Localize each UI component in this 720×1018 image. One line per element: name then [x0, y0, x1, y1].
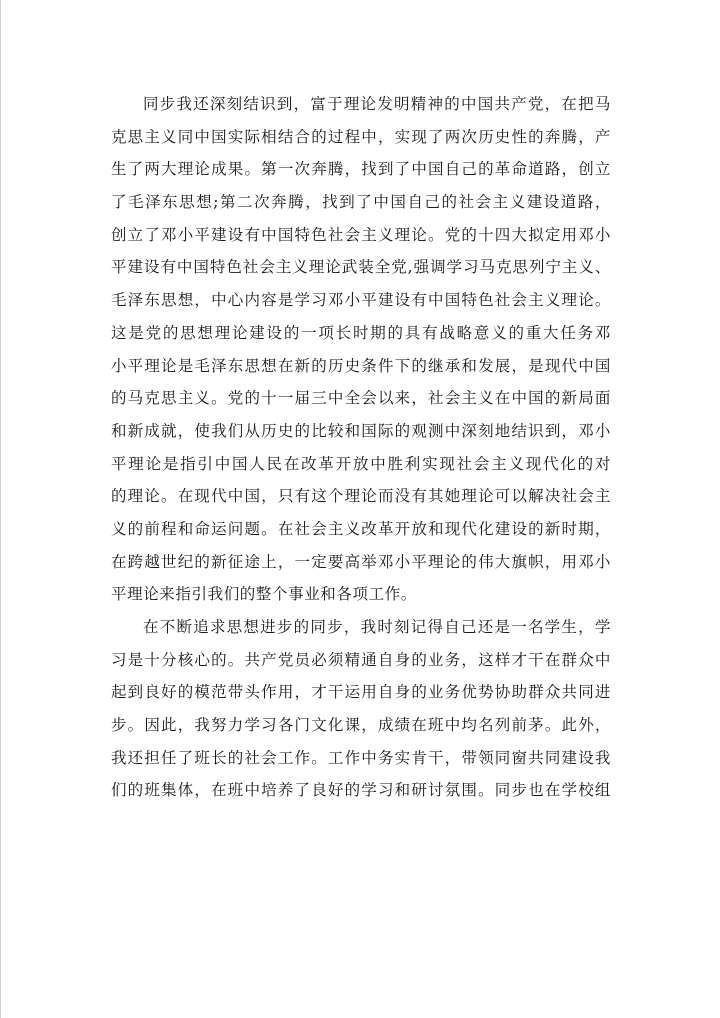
text-line: 平理论来指引我们的整个事业和各项工作。 — [111, 585, 417, 604]
paragraph-2 — [111, 611, 611, 807]
text-line: 我还担任了班长的社会工作。工作中务实肯干，带领同窗共同建设我 — [111, 748, 611, 767]
document-body — [111, 88, 611, 807]
text-line: 习是十分核心的。共产党员必须精通自身的业务，这样才干在群众中 — [111, 650, 611, 669]
text-line: 步。因此，我努力学习各门文化课，成绩在班中均名列前茅。此外， — [111, 716, 611, 735]
text-line: 这是党的思想理论建设的一项长时期的具有战略意义的重大任务邓 — [111, 323, 611, 342]
text-line: 义的前程和命运问题。在社会主义改革开放和现代化建设的新时期， — [111, 519, 611, 538]
text-line: 平建设有中国特色社会主义理论武装全党,强调学习马克思列宁主义、 — [111, 258, 611, 277]
paragraph-1 — [111, 88, 611, 611]
text-line: 生了两大理论成果。第一次奔腾，找到了中国自己的革命道路，创立 — [111, 160, 611, 179]
text-line: 在跨越世纪的新征途上，一定要高举邓小平理论的伟大旗帜，用邓小 — [111, 552, 611, 571]
text-line: 毛泽东思想，中心内容是学习邓小平建设有中国特色社会主义理论。 — [111, 291, 611, 310]
text-line: 平理论是指引中国人民在改革开放中胜利实现社会主义现代化的对 — [111, 454, 611, 473]
text-line: 在不断追求思想进步的同步，我时刻记得自己还是一名学生，学 — [143, 618, 611, 636]
text-line: 的理论。在现代中国，只有这个理论而没有其她理论可以解决社会主 — [111, 487, 611, 506]
text-line: 和新成就，使我们从历史的比较和国际的观测中深刻地结识到，邓小 — [111, 421, 611, 440]
text-line: 们的班集体，在班中培养了良好的学习和研讨氛围。同步也在学校组 — [111, 781, 611, 800]
text-line: 的马克思主义。党的十一届三中全会以来，社会主义在中国的新局面 — [111, 389, 611, 408]
text-line: 创立了邓小平建设有中国特色社会主义理论。党的十四大拟定用邓小 — [111, 225, 611, 244]
text-line: 克思主义同中国实际相结合的过程中，实现了两次历史性的奔腾，产 — [111, 127, 611, 146]
text-line: 小平理论是毛泽东思想在新的历史条件下的继承和发展，是现代中国 — [111, 356, 611, 375]
text-line: 同步我还深刻结识到，富于理论发明精神的中国共产党，在把马 — [143, 95, 611, 113]
text-line: 了毛泽东思想;第二次奔腾，找到了中国自己的社会主义建设道路， — [111, 193, 611, 212]
text-line: 起到良好的模范带头作用，才干运用自身的业务优势协助群众共同进 — [111, 683, 611, 702]
